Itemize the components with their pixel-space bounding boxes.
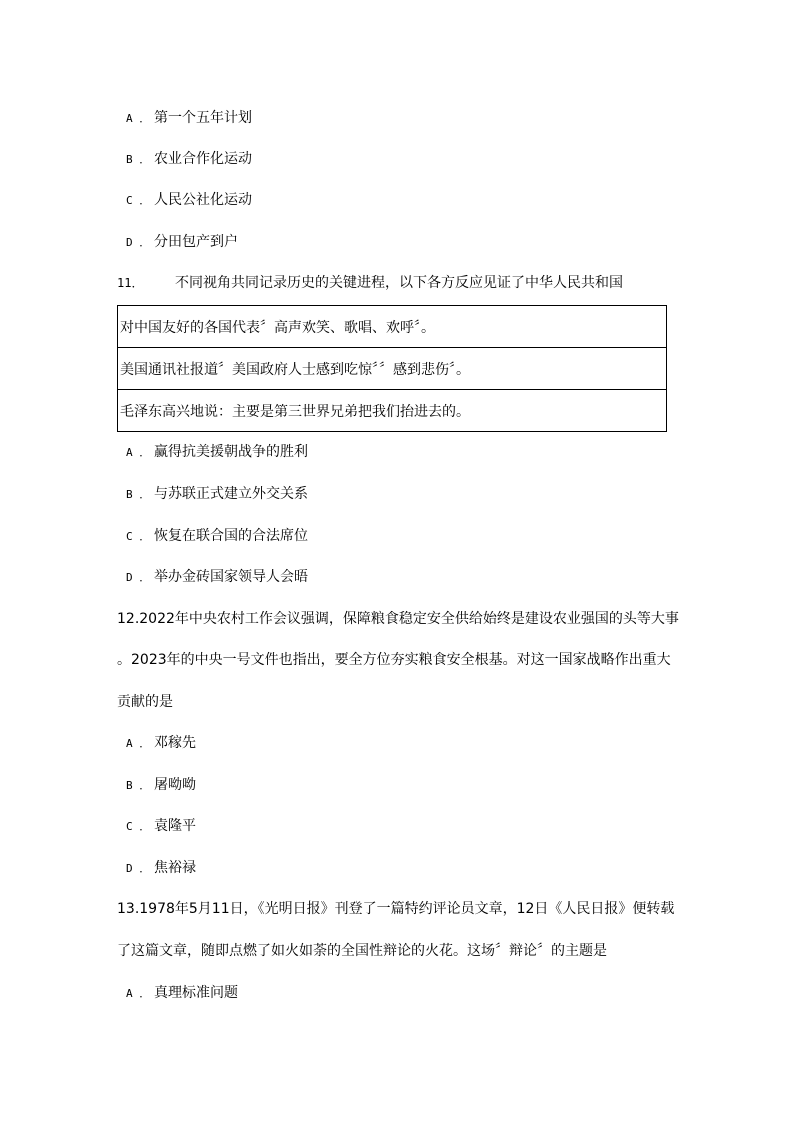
question-12-line: 12.2022年中央农村工作会议强调，保障粮食稳定安全供给始终是建设农业强国的头等大事 <box>117 611 679 627</box>
option-text: 农业合作化运动 <box>154 151 252 167</box>
option-text: 焦裕禄 <box>154 860 196 876</box>
option-q11-a <box>126 443 308 462</box>
option-text: 恢复在联合国的合法席位 <box>154 528 308 544</box>
option-letter: C ． <box>126 194 151 207</box>
option-text: 袁隆平 <box>154 818 196 834</box>
option-q12-c <box>126 817 196 836</box>
option-text: 与苏联正式建立外交关系 <box>154 486 308 502</box>
question-12-line: 贡献的是 <box>117 694 173 710</box>
option-text: 真理标准问题 <box>154 985 238 1001</box>
table-cell: 对中国友好的各国代表〞高声欢笑、歌唱、欢呼〞。 <box>118 306 667 348</box>
option-q13-a <box>126 984 238 1003</box>
option-text: 第一个五年计划 <box>154 110 252 126</box>
table-row <box>118 390 667 432</box>
option-text: 赢得抗美援朝战争的胜利 <box>154 444 308 460</box>
table-cell: 美国通讯社报道〞美国政府人士感到吃惊〞〞感到悲伤〞。 <box>118 348 667 390</box>
option-letter: B ． <box>126 488 151 501</box>
option-letter: D ． <box>126 571 151 584</box>
option-letter: A ． <box>126 446 151 459</box>
question-13-line: 13.1978年5月11日，《光明日报》刊登了一篇特约评论员文章，12日《人民日报》便转载 <box>117 901 675 917</box>
q11-material-table <box>117 305 667 432</box>
option-letter: A ． <box>126 112 151 125</box>
option-q12-b <box>126 776 196 795</box>
table-row <box>118 348 667 390</box>
option-text: 举办金砖国家领导人会晤 <box>154 569 308 585</box>
option-text: 屠呦呦 <box>154 777 196 793</box>
table-row <box>118 306 667 348</box>
option-letter: A ． <box>126 987 151 1000</box>
option-letter: C ． <box>126 820 151 833</box>
option-letter: B ． <box>126 153 151 166</box>
option-letter: C ． <box>126 530 151 543</box>
option-q12-d <box>126 859 196 878</box>
option-text: 人民公社化运动 <box>154 192 252 208</box>
option-q11-c <box>126 527 308 546</box>
option-letter: D ． <box>126 862 151 875</box>
option-letter: A ． <box>126 737 151 750</box>
option-text: 分田包产到户 <box>154 234 238 250</box>
option-q10-c <box>126 191 252 210</box>
question-13-line: 了这篇文章，随即点燃了如火如荼的全国性辩论的火花。这场〞辩论〞的主题是 <box>117 943 607 959</box>
question-12-line: 。2023年的中央一号文件也指出，要全方位夯实粮食安全根基。对这一国家战略作出重大 <box>117 652 671 668</box>
option-text: 邓稼先 <box>154 735 196 751</box>
question-11-stem <box>117 274 623 292</box>
option-q12-a <box>126 734 196 753</box>
question-number: 11． <box>117 276 144 290</box>
option-q11-d <box>126 568 308 587</box>
question-text: 不同视角共同记录历史的关键进程，以下各方反应见证了中华人民共和国 <box>175 275 623 291</box>
option-letter: B ． <box>126 779 151 792</box>
option-letter: D ． <box>126 236 151 249</box>
option-q10-d <box>126 233 238 252</box>
table-cell: 毛泽东高兴地说：主要是第三世界兄弟把我们抬进去的。 <box>118 390 667 432</box>
option-q10-b <box>126 150 252 169</box>
option-q10-a <box>126 109 252 128</box>
option-q11-b <box>126 485 308 504</box>
